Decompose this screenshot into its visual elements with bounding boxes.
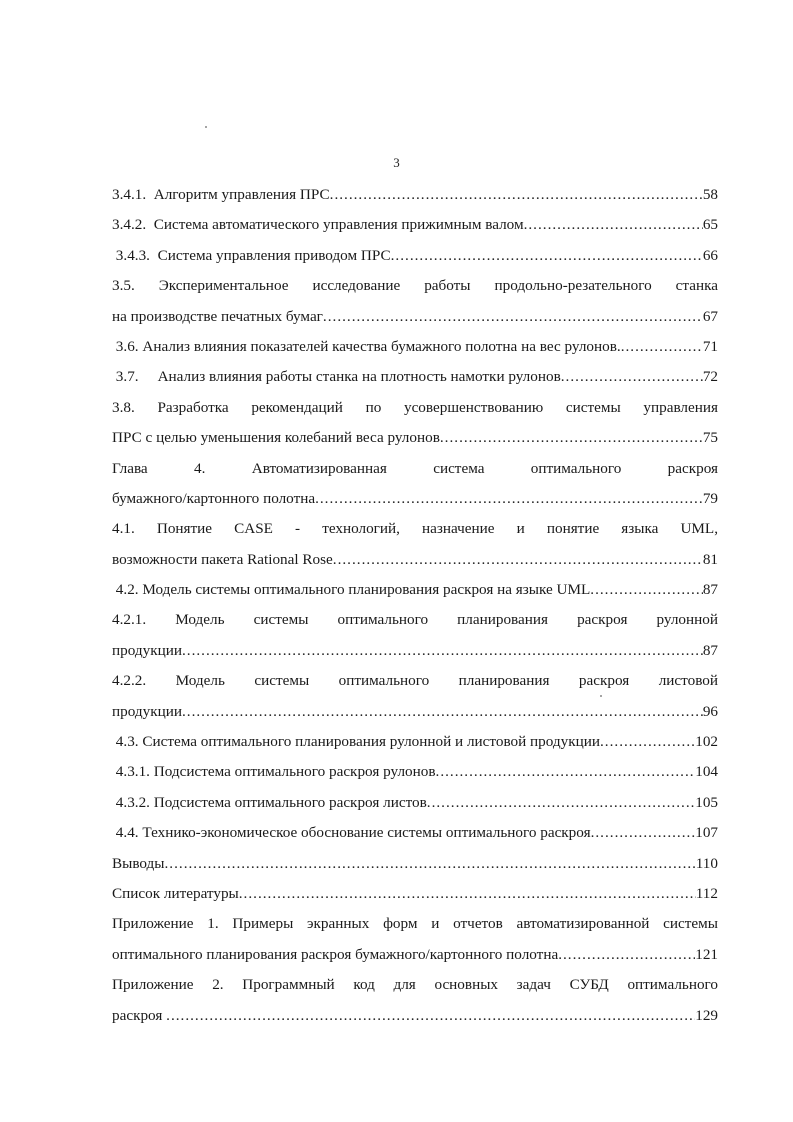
toc-entry-page: 87 [702,581,718,599]
toc-entry-page: 71 [702,337,718,355]
toc-entry-first-line: 4.1. Понятие CASE - технологий, назначение и понятие языка UML, [112,520,718,538]
toc-entry [112,484,718,514]
toc-entry [112,757,718,787]
toc-entry-page: 58 [702,186,718,203]
toc-entry-title: Список литературы [112,884,239,902]
toc-entry [112,849,718,879]
toc-entry-title: 4.3. Система оптимального планирования рулонной и листовой продукции [112,733,600,751]
toc-dot-leader [333,545,703,575]
toc-entry [112,879,718,909]
toc-entry [112,362,718,392]
toc-entry-first-line: Приложение 2. Программный код для основных задач СУБД оптимального [112,976,718,994]
toc-entry-first-line: Приложение 1. Примеры экранных форм и отчетов автоматизированной системы [112,915,718,933]
toc-entry-title: ПРС с целью уменьшения колебаний веса рулонов [112,429,440,447]
toc-entry-page: 102 [695,733,718,751]
toc-entry-first-line: 4.2.2. Модель системы оптимального планирования раскроя листовой [112,672,718,690]
toc-dot-leader [524,210,703,240]
toc-entry-page: 96 [702,702,718,720]
toc-entry-first-line: 3.5. Экспериментальное исследование работы продольно-резательного станка [112,277,718,295]
toc-dot-leader [436,757,696,787]
toc-dot-leader [391,241,703,271]
toc-entry-page: 79 [702,489,718,507]
toc-dot-leader [561,362,703,392]
toc-entry-page: 129 [695,1006,718,1024]
toc-entry-page: 65 [702,216,718,234]
toc-entry-first-line: 3.8. Разработка рекомендаций по усовершенствованию системы управления [112,398,718,416]
scan-speck [600,695,602,697]
toc-entry [112,940,718,970]
table-of-contents [112,180,718,1031]
toc-entry [112,423,718,453]
toc-entry-page: 107 [695,824,718,842]
toc-entry-title: раскроя [112,1006,167,1024]
toc-entry-page: 81 [702,550,718,568]
toc-entry [112,241,718,271]
toc-entry-first-line: 4.2.1. Модель системы оптимального планирования раскроя рулонной [112,611,718,629]
toc-entry-title: 4.3.2. Подсистема оптимального раскроя листов [112,793,427,811]
toc-entry-page: 112 [695,884,718,902]
toc-entry-title: 4.4. Технико-экономическое обоснование системы оптимального раскроя [112,824,591,842]
toc-entry [112,697,718,727]
toc-entry-page: 75 [702,429,718,447]
toc-entry-page: 72 [702,368,718,386]
toc-entry [112,818,718,848]
toc-entry-page: 104 [695,763,718,781]
toc-entry-page: 110 [695,854,718,872]
toc-dot-leader [590,575,703,605]
toc-dot-leader [600,727,695,757]
toc-entry-first-line: Глава 4. Автоматизированная система оптимального раскроя [112,459,718,477]
toc-entry-page: 87 [702,641,718,659]
page-number: 3 [393,155,400,170]
toc-entry-title: 4.3.1. Подсистема оптимального раскроя рулонов [112,763,436,781]
toc-entry-title: на производстве печатных бумаг [112,307,323,325]
toc-dot-leader [323,302,703,332]
toc-entry-page: 121 [695,945,718,963]
toc-entry-title: бумажного/картонного полотна [112,489,316,507]
toc-entry-title: 4.2. Модель системы оптимального планирования раскроя на языке UML [112,581,591,599]
toc-entry-title: 3.4.2. Система автоматического управления прижимным валом [112,216,524,234]
toc-entry-title: 3.4.3. Система управления приводом ПРС [112,246,391,264]
scan-speck [205,126,207,128]
toc-entry [112,210,718,240]
toc-entry-title: продукции [112,702,182,720]
toc-entry-title: оптимального планирования раскроя бумажного/картонного полотна [112,945,559,963]
toc-entry [112,727,718,757]
toc-dot-leader [315,484,703,514]
toc-entry [112,545,718,575]
toc-entry-title: Выводы [112,854,165,872]
toc-dot-leader [427,788,695,818]
toc-dot-leader [591,818,696,848]
toc-entry [112,788,718,818]
toc-entry-page: 66 [702,246,718,264]
toc-entry-page: 105 [695,793,718,811]
toc-dot-leader [166,1001,695,1031]
toc-entry [112,332,718,362]
toc-entry-title: 3.7. Анализ влияния работы станка на плотность намотки рулонов [112,368,561,386]
toc-entry-title: 3.4.1. Алгоритм управления ПРС [112,186,330,203]
toc-dot-leader [440,423,703,453]
toc-dot-leader [182,697,703,727]
toc-dot-leader [621,332,703,362]
toc-dot-leader [558,940,695,970]
toc-dot-leader [239,879,696,909]
toc-entry [112,636,718,666]
toc-dot-leader [165,849,696,879]
toc-entry-page: 67 [702,307,718,325]
toc-dot-leader [330,180,703,210]
toc-dot-leader [182,636,703,666]
toc-entry [112,302,718,332]
toc-entry [112,180,718,210]
toc-entry [112,1001,718,1031]
toc-entry [112,575,718,605]
toc-entry-title: продукции [112,641,182,659]
toc-entry-title: возможности пакета Rational Rose [112,550,333,568]
toc-entry-title: 3.6. Анализ влияния показателей качества бумажного полотна на вес рулонов. [112,337,621,355]
